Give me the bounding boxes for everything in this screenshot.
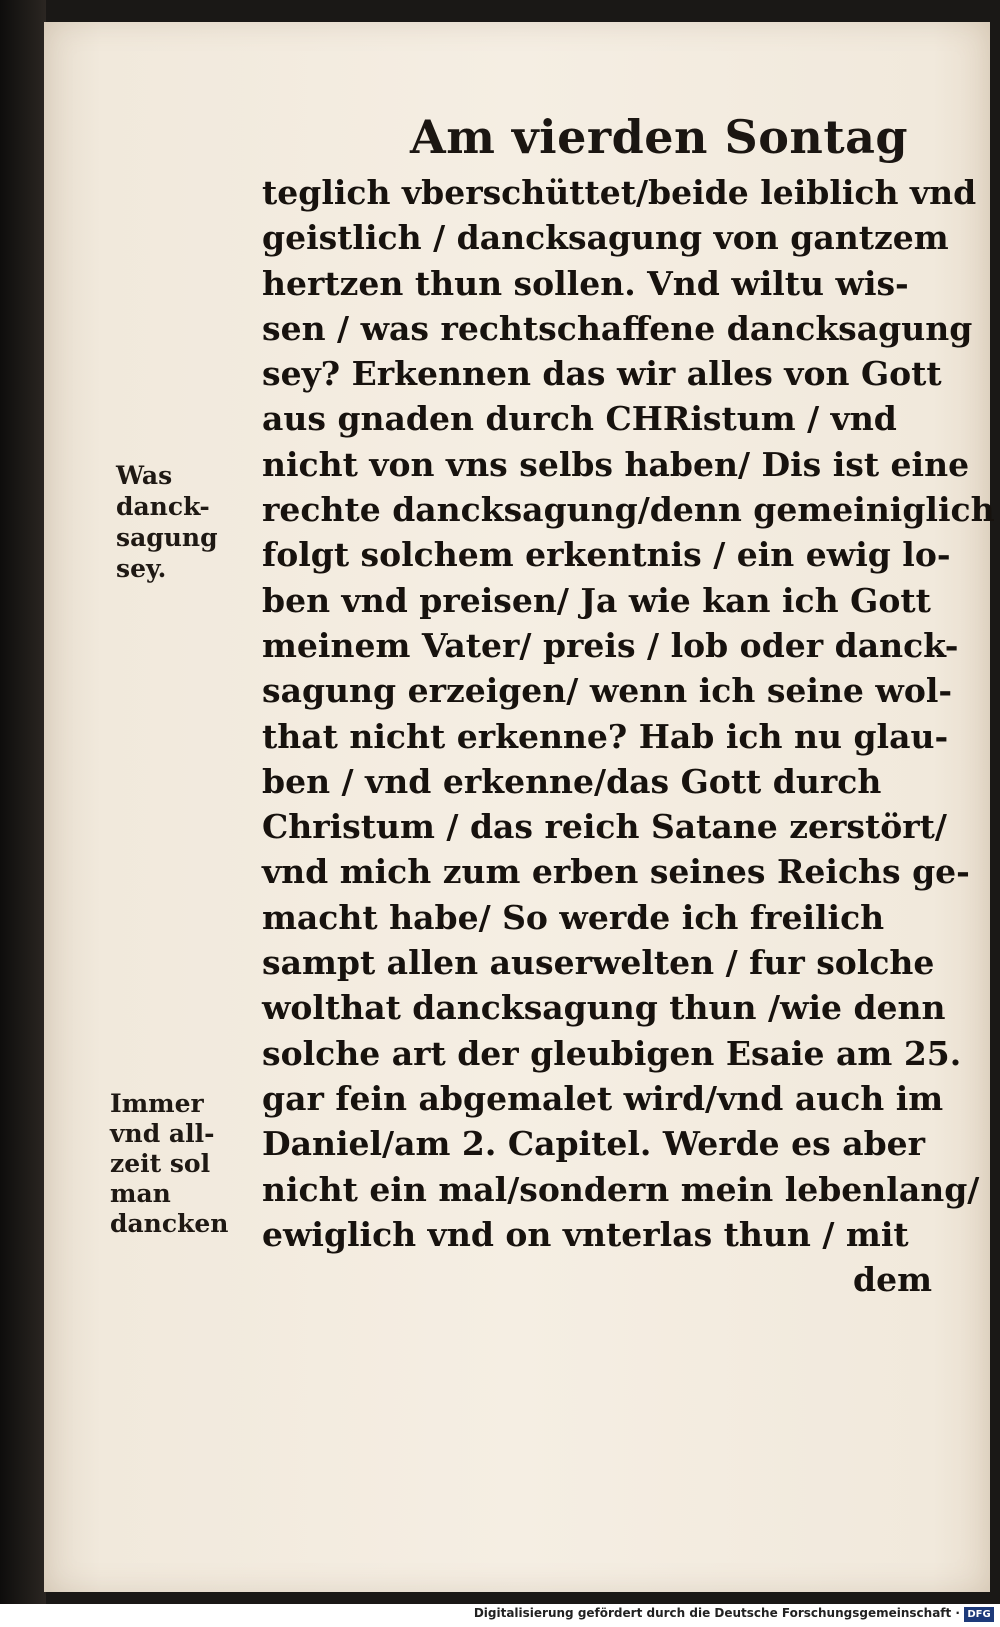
text-line: teglich vberschüttet/beide leiblich vnd xyxy=(262,173,977,212)
text-line: nicht von vns selbs haben/ Dis ist eine xyxy=(262,444,970,484)
text-line: solche art der gleubigen Esaie am 25. xyxy=(262,1033,962,1073)
text-line: nicht ein mal/sondern mein lebenlang/ xyxy=(262,1169,980,1209)
margin-note xyxy=(110,1088,228,1238)
text-line: vnd mich zum erben seines Reichs ge- xyxy=(262,852,970,892)
text-line: gar fein abgemalet wird/vnd auch im xyxy=(262,1078,944,1118)
text-line: geistlich / dancksagung von gantzem xyxy=(262,218,949,258)
text-line: wolthat dancksagung thun /wie denn xyxy=(262,988,946,1028)
margin-note-line: Was xyxy=(116,461,173,490)
page-header: Am vierden Sontag xyxy=(410,110,909,164)
text-line: sen / was rechtschaffene dancksagung xyxy=(262,308,973,348)
text-line: Christum / das reich Satane zerstört/ xyxy=(262,807,947,847)
body-text xyxy=(262,170,995,1302)
text-line: sagung erzeigen/ wenn ich seine wol- xyxy=(262,671,953,711)
text-line: aus gnaden durch CHRistum / vnd xyxy=(262,399,897,439)
margin-note-line: vnd all- xyxy=(110,1119,215,1148)
margin-note-line: sagung xyxy=(116,523,218,552)
dfg-logo: DFG xyxy=(964,1607,994,1622)
text-line: that nicht erkenne? Hab ich nu glau- xyxy=(262,716,949,756)
text-line: sey? Erkennen das wir alles von Gott xyxy=(262,354,942,394)
margin-note-line: sey. xyxy=(116,554,167,583)
margin-note-line: Immer xyxy=(110,1089,204,1118)
text-line: dem xyxy=(853,1260,932,1300)
margin-note-line: zeit sol xyxy=(110,1149,211,1178)
digitization-credit: Digitalisierung gefördert durch die Deutsche Forschungsgemeinschaft · xyxy=(473,1606,960,1620)
margin-note-line: danck- xyxy=(116,492,210,521)
text-line: sampt allen auserwelten / fur solche xyxy=(262,943,935,983)
text-line: ewiglich vnd on vnterlas thun / mit xyxy=(262,1214,909,1254)
margin-note xyxy=(116,460,218,584)
text-line: meinem Vater/ preis / lob oder danck- xyxy=(262,625,959,665)
text-line: rechte dancksagung/denn gemeiniglich xyxy=(262,490,995,530)
margin-note-line: dancken xyxy=(110,1209,229,1238)
text-line: macht habe/ So werde ich freilich xyxy=(262,897,885,937)
margin-note-line: man xyxy=(110,1179,171,1208)
text-line: folgt solchem erkentnis / ein ewig lo- xyxy=(262,535,951,575)
text-line: hertzen thun sollen. Vnd wiltu wis- xyxy=(262,263,909,303)
text-line: ben vnd preisen/ Ja wie kan ich Gott xyxy=(262,580,931,620)
book-spine xyxy=(0,0,46,1627)
text-line: Daniel/am 2. Capitel. Werde es aber xyxy=(262,1124,926,1164)
text-line: ben / vnd erkenne/das Gott durch xyxy=(262,761,882,801)
